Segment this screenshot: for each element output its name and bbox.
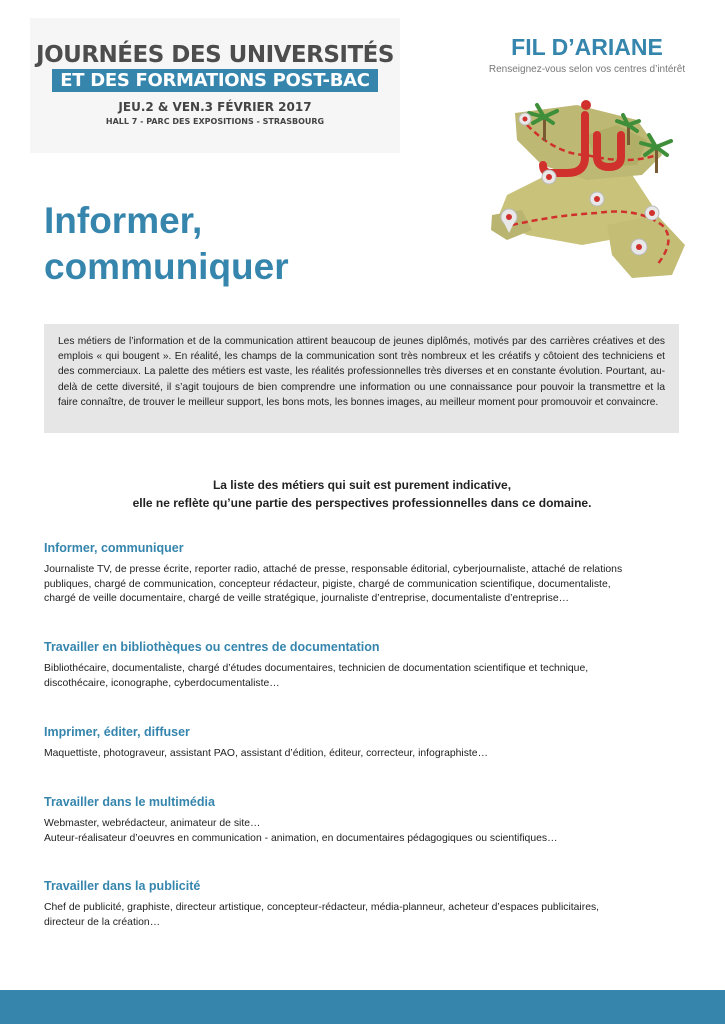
section-publicite (44, 879, 684, 930)
intro-text: Les métiers de l’information et de la communication attirent beaucoup de jeunes diplômés, motivés par des carrières créatives et des emplois « qui bougent ». En réalité, les champs de la communication sont très nombreux et les créatifs y côtoient des techniciens et des commerciaux. La palette des métiers est vaste, les réalités professionnelles très diverses et en constante évolution. Pourtant, au-delà de cette diversité, il s’agit toujours de bien comprendre une information ou une connaissance pour pouvoir la transmettre et la faire connaître, de trouver le meilleur support, les bons mots, les bonnes images, au meilleur moment pour promouvoir et convaincre. (58, 336, 665, 408)
section-line: Maquettiste, photograveur, assistant PAO, assistant d’édition, éditeur, correcteur, infographiste… (44, 748, 488, 759)
location-pin-icon (645, 206, 659, 220)
section-informer-communiquer (44, 541, 684, 607)
section-bibliotheques (44, 640, 684, 691)
intro-box (44, 324, 679, 433)
section-heading: Travailler dans la publicité (44, 879, 201, 893)
location-pin-icon (590, 192, 604, 206)
section-line: discothécaire, iconographe, cyberdocumentaliste… (44, 677, 280, 689)
section-heading: Informer, communiquer (44, 541, 184, 555)
section-line: Auteur-réalisateur d’oeuvres en communication - animation, en documentaires pédagogiques ou scientifiques… (44, 832, 558, 844)
page-title (44, 198, 289, 290)
section-body (44, 563, 684, 607)
section-line: Journaliste TV, de presse écrite, reporter radio, attaché de presse, responsable éditorial, cyberjournaliste, attaché de relations (44, 564, 623, 575)
fil-ariane-title: FIL D’ARIANE (511, 34, 663, 60)
section-line: publiques, chargé de communication, concepteur rédacteur, pigiste, chargé de communication scientifique, documentaliste, (44, 578, 611, 590)
page-title-line1: Informer, (44, 200, 203, 241)
map-illustration (487, 95, 692, 285)
section-multimedia (44, 795, 684, 846)
footer-bar (0, 990, 725, 1024)
page-title-line2: communiquer (44, 246, 289, 287)
section-body (44, 747, 684, 762)
disclaimer (44, 476, 680, 512)
event-location: HALL 7 - PARC DES EXPOSITIONS - STRASBOURG (105, 117, 325, 126)
section-heading: Travailler dans le multimédia (44, 795, 215, 809)
location-pin-icon (542, 170, 556, 184)
disclaimer-line2: elle ne reflète qu’une partie des perspectives professionnelles dans ce domaine. (132, 496, 592, 510)
event-title-line1: JOURNÉES DES UNIVERSITÉS (36, 42, 394, 68)
location-pin-icon (519, 113, 531, 125)
section-body (44, 817, 684, 846)
section-body (44, 901, 684, 930)
event-dates: JEU.2 & VEN.3 FÉVRIER 2017 (118, 100, 312, 114)
section-heading: Imprimer, éditer, diffuser (44, 725, 190, 739)
section-line: Bibliothécaire, documentaliste, chargé d’études documentaires, technicien de documentation scientifique et technique, (44, 663, 589, 674)
event-title-line2: ET DES FORMATIONS POST-BAC (52, 69, 377, 92)
fil-ariane-subtitle: Renseignez-vous selon vos centres d’intérêt (488, 64, 686, 75)
disclaimer-line1: La liste des métiers qui suit est purement indicative, (212, 478, 512, 492)
section-imprimer-editer (44, 725, 684, 762)
event-logo (30, 18, 400, 153)
section-line: Chef de publicité, graphiste, directeur artistique, concepteur-rédacteur, média-planneur, acheteur d’espaces publicitaires, (44, 902, 600, 913)
section-line: chargé de veille documentaire, chargé de veille stratégique, journaliste d’entreprise, documentaliste d’entreprise… (44, 593, 570, 605)
section-line: Webmaster, webrédacteur, animateur de site… (44, 818, 261, 829)
section-heading: Travailler en bibliothèques ou centres de documentation (44, 640, 380, 654)
section-body (44, 662, 684, 691)
location-pin-icon (631, 239, 647, 255)
section-line: directeur de la création… (44, 916, 161, 928)
